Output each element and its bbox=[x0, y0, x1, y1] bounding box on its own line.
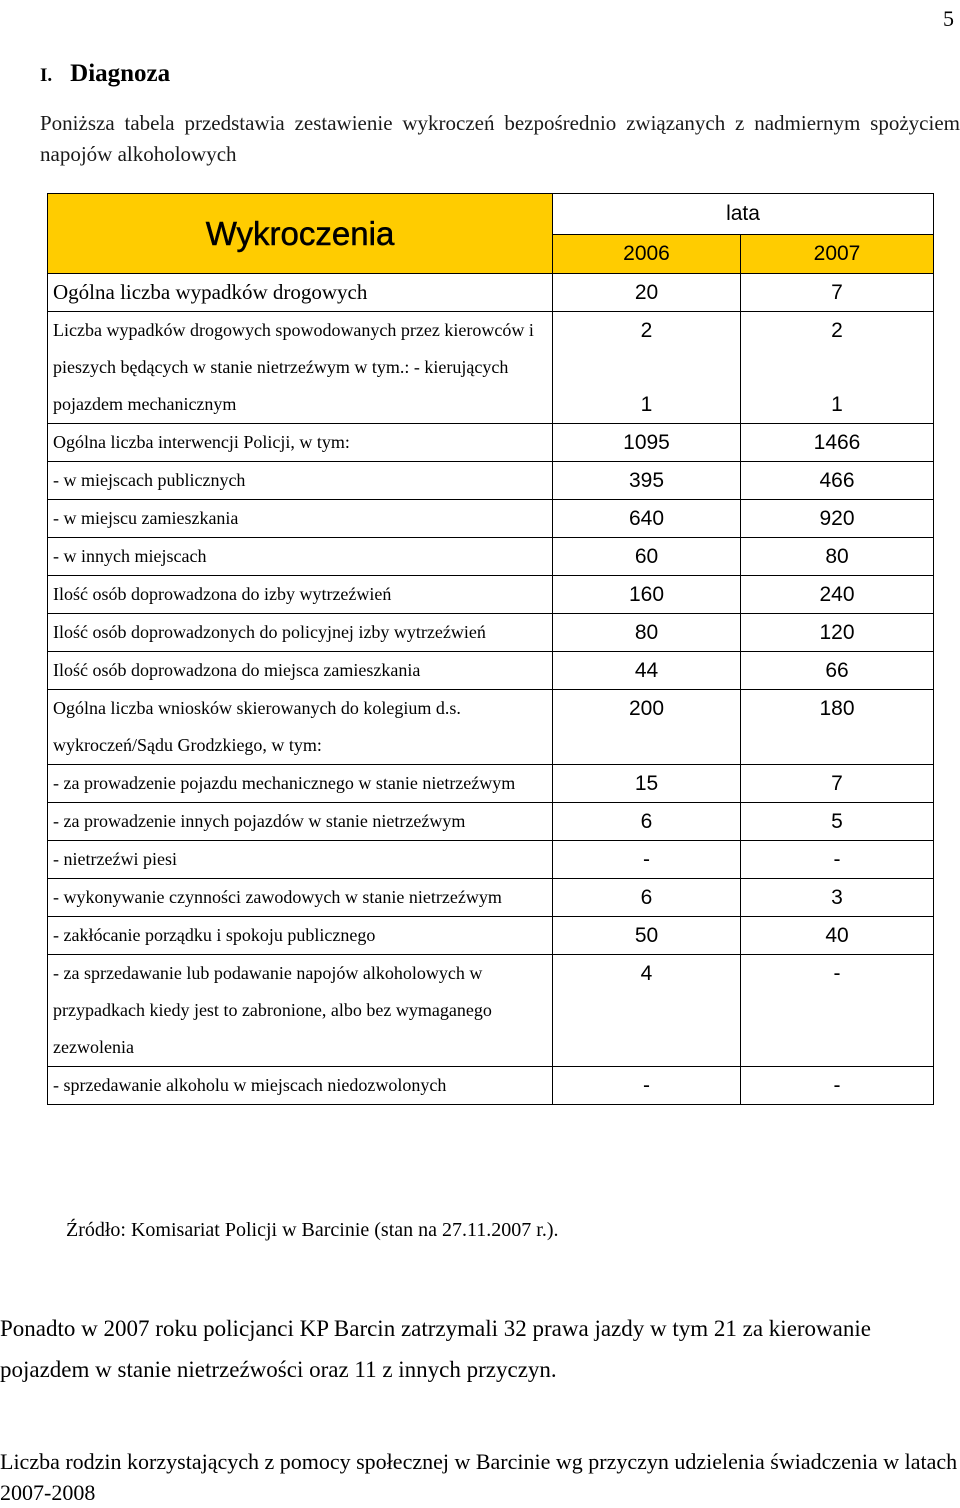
row-label: - za sprzedawanie lub podawanie napojów alkoholowych w przypadkach kiedy jest to zabronione, albo bez wymaganego zezwolenia bbox=[48, 955, 553, 1067]
row-label: - w innych miejscach bbox=[48, 538, 553, 576]
cell-2007 bbox=[741, 312, 934, 424]
year-2006-header: 2006 bbox=[553, 235, 741, 274]
cell-2007 bbox=[741, 500, 934, 538]
cell-value: 6 bbox=[640, 886, 653, 909]
cell-2007 bbox=[741, 462, 934, 500]
table-row bbox=[48, 576, 934, 614]
table-row bbox=[48, 917, 934, 955]
paragraph-social-assistance: Liczba rodzin korzystających z pomocy społecznej w Barcinie wg przyczyn udzielenia świadczenia w latach 2007-2008 bbox=[0, 1449, 958, 1505]
cell-value: 66 bbox=[825, 659, 849, 682]
cell-value: 40 bbox=[825, 924, 849, 947]
cell-value: - bbox=[833, 962, 841, 985]
cell-2006 bbox=[553, 312, 741, 424]
row-label: - za prowadzenie pojazdu mechanicznego w stanie nietrzeźwym bbox=[48, 765, 553, 803]
cell-value: 3 bbox=[831, 886, 843, 909]
section-number: I. bbox=[40, 65, 53, 86]
cell-value: 395 bbox=[628, 469, 665, 492]
intro-paragraph: Poniższa tabela przedstawia zestawienie wykroczeń bezpośrednio związanych z nadmiernym spożyciem napojów alkoholowych bbox=[40, 111, 960, 166]
cell-value: 80 bbox=[634, 621, 659, 644]
table-row bbox=[48, 312, 934, 424]
cell-value: 6 bbox=[640, 810, 653, 833]
row-label: - za prowadzenie innych pojazdów w stanie nietrzeźwym bbox=[48, 803, 553, 841]
table-row bbox=[48, 652, 934, 690]
row-label: Ilość osób doprowadzonych do policyjnej izby wytrzeźwień bbox=[48, 614, 553, 652]
cell-value: 640 bbox=[628, 507, 665, 530]
row-label: - w miejscach publicznych bbox=[48, 462, 553, 500]
cell-value: 1095 bbox=[623, 431, 670, 454]
cell-2007 bbox=[741, 274, 934, 312]
cell-2006 bbox=[553, 879, 741, 917]
cell-subvalue: 1 bbox=[831, 393, 843, 416]
cell-2007 bbox=[741, 803, 934, 841]
cell-2007 bbox=[741, 424, 934, 462]
table-row bbox=[48, 690, 934, 765]
paragraph-driving-licenses: Ponadto w 2007 roku policjanci KP Barcin zatrzymali 32 prawa jazdy w tym 21 za kierowanie pojazdem w stanie nietrzeźwości oraz 11 z innych przyczyn. bbox=[0, 1316, 871, 1382]
cell-value: 5 bbox=[831, 810, 843, 833]
cell-2007 bbox=[741, 652, 934, 690]
table-row bbox=[48, 274, 934, 312]
cell-2006 bbox=[553, 917, 741, 955]
cell-subvalue: 1 bbox=[640, 393, 653, 416]
row-label: - zakłócanie porządku i spokoju publicznego bbox=[48, 917, 553, 955]
table-row bbox=[48, 500, 934, 538]
table-row bbox=[48, 841, 934, 879]
table-title: Wykroczenia bbox=[48, 194, 553, 274]
cell-value: 50 bbox=[634, 924, 659, 947]
section-heading bbox=[40, 60, 170, 88]
cell-2006 bbox=[553, 1067, 741, 1105]
cell-value: - bbox=[643, 1074, 650, 1097]
row-label: Ilość osób doprowadzona do miejsca zamieszkania bbox=[48, 652, 553, 690]
row-label: Ogólna liczba wypadków drogowych bbox=[48, 274, 553, 312]
cell-2007 bbox=[741, 879, 934, 917]
cell-2006 bbox=[553, 576, 741, 614]
cell-value: - bbox=[833, 1074, 841, 1097]
cell-value: 1466 bbox=[813, 431, 861, 454]
source-note: Źródło: Komisariat Policji w Barcinie (stan na 27.11.2007 r.). bbox=[66, 1219, 559, 1241]
cell-2006 bbox=[553, 652, 741, 690]
row-label: - sprzedawanie alkoholu w miejscach niedozwolonych bbox=[48, 1067, 553, 1105]
table-row bbox=[48, 462, 934, 500]
cell-2006 bbox=[553, 690, 741, 765]
cell-2007 bbox=[741, 955, 934, 1067]
cell-value: - bbox=[643, 848, 650, 871]
years-header: lata bbox=[553, 194, 934, 235]
row-label: Ogólna liczba wniosków skierowanych do kolegium d.s. wykroczeń/Sądu Grodzkiego, w tym: bbox=[48, 690, 553, 765]
cell-2007 bbox=[741, 1067, 934, 1105]
cell-2006 bbox=[553, 500, 741, 538]
cell-value: 60 bbox=[634, 545, 659, 568]
cell-2006 bbox=[553, 462, 741, 500]
cell-value: 2 bbox=[640, 319, 653, 342]
row-label: - wykonywanie czynności zawodowych w stanie nietrzeźwym bbox=[48, 879, 553, 917]
page-number: 5 bbox=[943, 6, 954, 31]
table-row bbox=[48, 803, 934, 841]
table-row bbox=[48, 538, 934, 576]
cell-value: 20 bbox=[634, 281, 659, 304]
row-label: Ogólna liczba interwencji Policji, w tym: bbox=[48, 424, 553, 462]
cell-2007 bbox=[741, 690, 934, 765]
cell-value: 466 bbox=[819, 469, 855, 492]
cell-value: 80 bbox=[825, 545, 849, 568]
row-label: - w miejscu zamieszkania bbox=[48, 500, 553, 538]
table-row bbox=[48, 424, 934, 462]
row-label: Ilość osób doprowadzona do izby wytrzeźwień bbox=[48, 576, 553, 614]
table-row bbox=[48, 1067, 934, 1105]
row-label: - nietrzeźwi piesi bbox=[48, 841, 553, 879]
table-row bbox=[48, 879, 934, 917]
cell-2007 bbox=[741, 841, 934, 879]
cell-2007 bbox=[741, 614, 934, 652]
cell-value: 180 bbox=[819, 697, 855, 720]
year-2007-header: 2007 bbox=[741, 235, 934, 274]
table-row bbox=[48, 765, 934, 803]
cell-2007 bbox=[741, 538, 934, 576]
cell-value: 920 bbox=[819, 507, 855, 530]
cell-2006 bbox=[553, 614, 741, 652]
cell-2006 bbox=[553, 424, 741, 462]
cell-value: 2 bbox=[831, 319, 843, 342]
cell-value: 15 bbox=[634, 772, 659, 795]
cell-value: - bbox=[833, 848, 841, 871]
section-title: Diagnoza bbox=[70, 60, 171, 87]
cell-value: 200 bbox=[628, 697, 665, 720]
cell-2006 bbox=[553, 803, 741, 841]
cell-2006 bbox=[553, 274, 741, 312]
cell-2006 bbox=[553, 538, 741, 576]
cell-value: 44 bbox=[634, 659, 659, 682]
row-label: Liczba wypadków drogowych spowodowanych przez kierowców i pieszych będących w stanie nietrzeźwym w tym.: - kierujących pojazdem mechanicznym bbox=[48, 312, 553, 424]
table-row bbox=[48, 955, 934, 1067]
cell-value: 120 bbox=[819, 621, 855, 644]
cell-value: 7 bbox=[831, 281, 843, 304]
cell-2006 bbox=[553, 765, 741, 803]
cell-2006 bbox=[553, 841, 741, 879]
cell-2007 bbox=[741, 765, 934, 803]
cell-value: 4 bbox=[640, 962, 653, 985]
table-row bbox=[48, 614, 934, 652]
offenses-table bbox=[47, 193, 934, 1105]
cell-value: 240 bbox=[819, 583, 855, 606]
cell-2007 bbox=[741, 917, 934, 955]
cell-value: 7 bbox=[831, 772, 843, 795]
cell-value: 160 bbox=[628, 583, 665, 606]
cell-2007 bbox=[741, 576, 934, 614]
cell-2006 bbox=[553, 955, 741, 1067]
